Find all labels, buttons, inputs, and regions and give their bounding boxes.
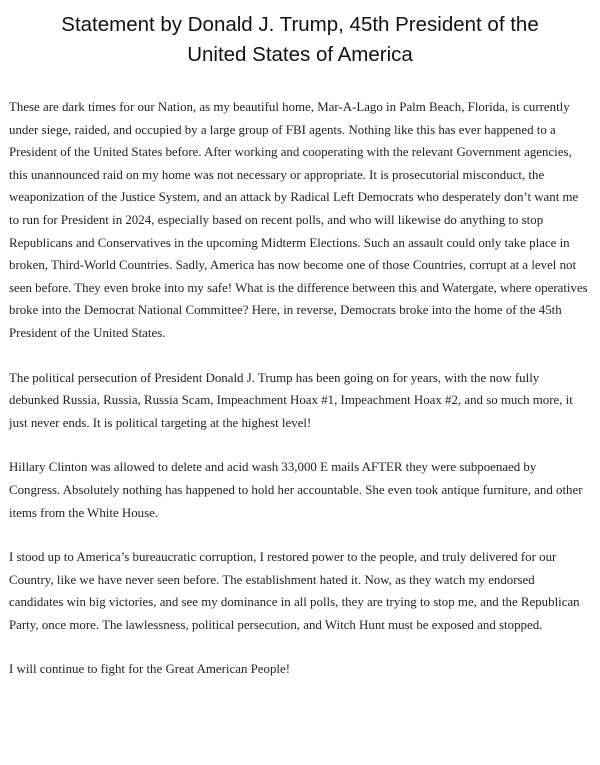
paragraph-2: The political persecution of President Donald J. Trump has been going on for years, with the now fully debunked Russia, Russia, Russia Scam, Impeachment Hoax #1, Impeachment Hoax #2, and so much more, it just never ends. It is political targeting at the highest level! [9,370,573,430]
title-line-1: Statement by Donald J. Trump, 45th President of the [61,13,539,36]
statement-title [0,10,600,70]
paragraph-4: I stood up to America’s bureaucratic corruption, I restored power to the people, and truly delivered for our Country, like we have never seen before. The establishment hated it. Now, as they watch my endorsed candidates win big victories, and see my dominance in all polls, they are trying to stop me, and the Republican Party, once more. The lawlessness, political persecution, and Witch Hunt must be exposed and stopped. [9,550,580,632]
paragraph-1: These are dark times for our Nation, as my beautiful home, Mar-A-Lago in Palm Beach, Florida, is currently under siege, raided, and occupied by a large group of FBI agents. Nothing like this has ever happened to a President of the United States before. After working and cooperating with the relevant Government agencies, this unannounced raid on my home was not necessary or appropriate. It is prosecutorial misconduct, the weaponization of the Justice System, and an attack by Radical Left Democrats who desperately don’t want me to run for President in 2024, especially based on recent polls, and who will likewise do anything to stop Republicans and Conservatives in the upcoming Midterm Elections. Such an assault could only take place in broken, Third-World Countries. Sadly, America has now become one of those Countries, corrupt at a level not seen before. They even broke into my safe! What is the difference between this and Watergate, where operatives broke into the Democrat National Committee? Here, in reverse, Democrats broke into the home of the 45th President of the United States. [9,100,588,340]
paragraph-5: I will continue to fight for the Great American People! [9,662,291,677]
statement-body [9,96,589,703]
paragraph-3: Hillary Clinton was allowed to delete and acid wash 33,000 E mails AFTER they were subpoenaed by Congress. Absolutely nothing has happened to hold her accountable. She even took antique furniture, and other items from the White House. [9,460,583,520]
title-line-2: United States of America [187,43,413,66]
